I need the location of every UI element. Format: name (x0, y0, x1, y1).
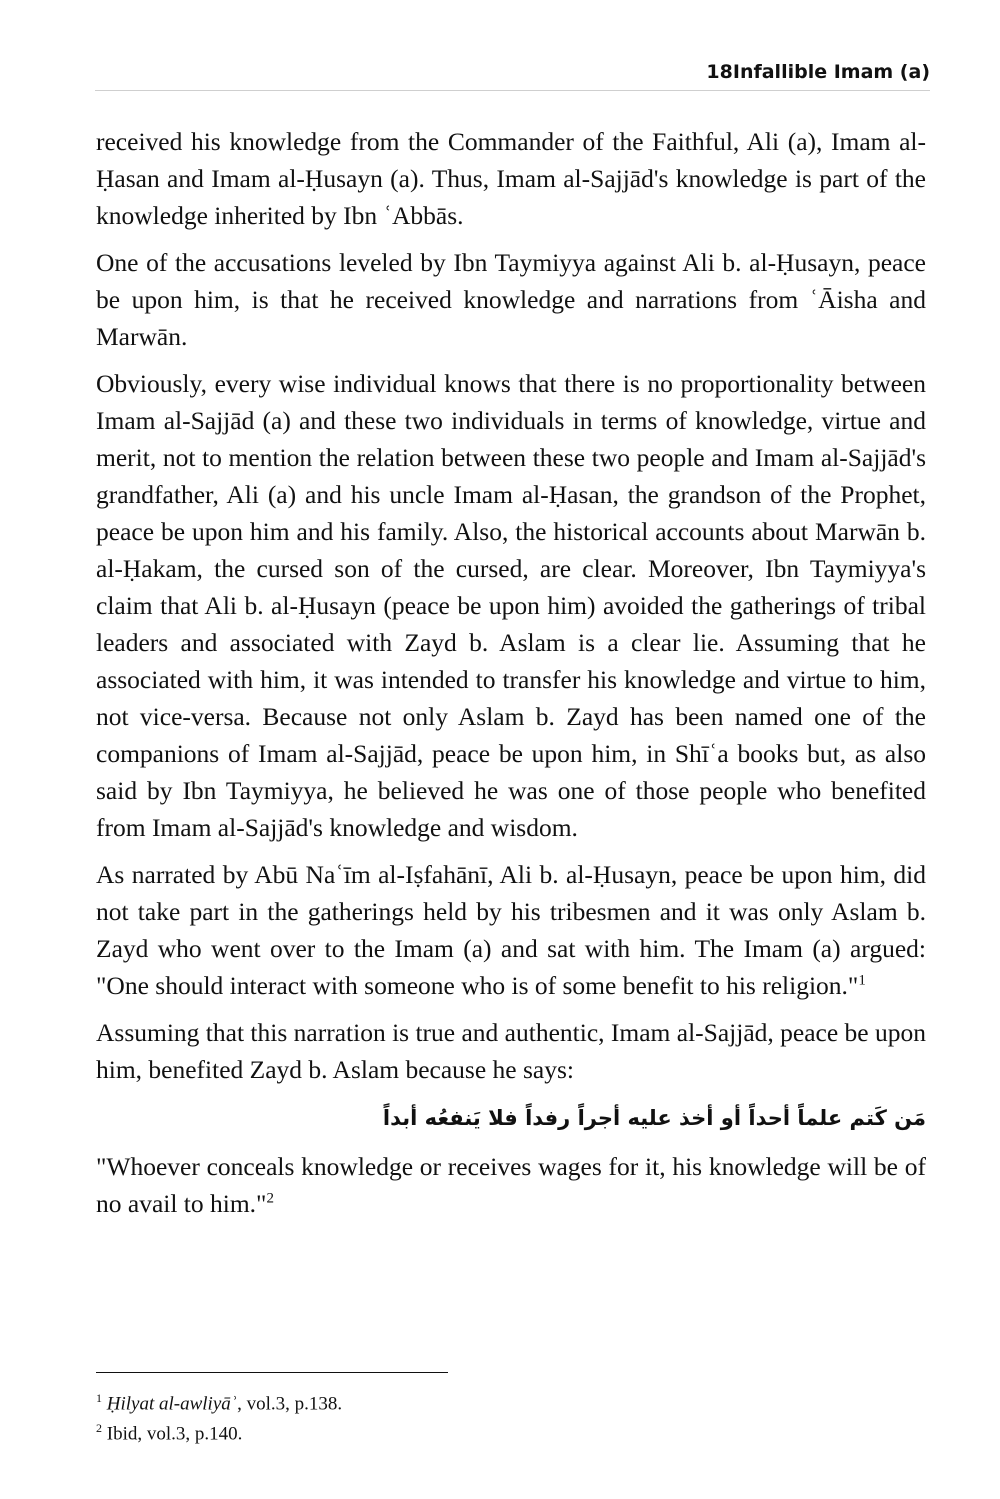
footnote-1 (96, 1386, 696, 1416)
main-text (96, 123, 926, 1232)
footnote-1-rest: , vol.3, p.138. (237, 1393, 343, 1415)
footnote-2 (96, 1416, 696, 1446)
footnote-ref-2[interactable]: 2 (266, 1190, 274, 1207)
footnote-1-number: 1 (96, 1391, 102, 1405)
paragraph-5: Assuming that this narration is true and authentic, Imam al-Sajjād, peace be upon him, benefited Zayd b. Aslam because he says: (96, 1018, 926, 1084)
arabic-quote: مَن كَتم علماً أحداً أو أخذ عليه أجراً رفداً فلا يَنفعُه أبداً (382, 1106, 926, 1130)
footnotes (96, 1386, 696, 1447)
paragraph-2: One of the accusations leveled by Ibn Taymiyya against Ali b. al-Ḥusayn, peace be upon him, is that he received knowledge and narrations from ʿĀisha and Marwān. (96, 248, 926, 351)
paragraph-1: received his knowledge from the Commander of the Faithful, Ali (a), Imam al-Ḥasan and Imam al-Ḥusayn (a). Thus, Imam al-Sajjād's knowledge is part of the knowledge inherited by Ibn ʿAbbās. (96, 127, 926, 230)
book-title: Infallible Imam (a) (732, 61, 930, 83)
page-number: 18 (706, 61, 733, 83)
paragraph-6-text: "Whoever conceals knowledge or receives wages for it, his knowledge will be of no avail to him." (96, 1152, 926, 1218)
paragraph-4 (96, 856, 926, 1004)
footnote-2-number: 2 (96, 1421, 102, 1436)
footnote-1-title: Ḥilyat al-awliyāʾ (106, 1393, 238, 1415)
footnote-2-text: Ibid, vol.3, p.140. (106, 1423, 243, 1445)
running-header (95, 58, 930, 91)
paragraph-3: Obviously, every wise individual knows that there is no proportionality between Imam al-Sajjād (a) and these two individuals in terms of knowledge, virtue and merit, not to mention the relation between these two people and Imam al-Sajjād's grandfather, Ali (a) and his uncle Imam al-Ḥasan, the grandson of the Prophet, peace be upon him and his family. Also, the historical accounts about Marwān b. al-Ḥakam, the cursed son of the cursed, are clear. Moreover, Ibn Taymiyya's claim that Ali b. al-Ḥusayn (peace be upon him) avoided the gatherings of tribal leaders and associated with Zayd b. Aslam is a clear lie. Assuming that he associated with him, it was intended to transfer his knowledge and virtue to him, not vice-versa. Because not only Aslam b. Zayd has been named one of the companions of Imam al-Sajjād, peace be upon him, in Shīʿa books but, as also said by Ibn Taymiyya, he believed he was one of those people who benefited from Imam al-Sajjād's knowledge and wisdom. (96, 369, 926, 842)
footnote-divider (96, 1372, 448, 1373)
footnote-ref-1[interactable]: 1 (858, 972, 866, 989)
paragraph-6 (96, 1148, 926, 1222)
paragraph-4-text: As narrated by Abū Naʿīm al-Iṣfahānī, Ali b. al-Ḥusayn, peace be upon him, did not take part in the gatherings held by his tribesmen and it was only Aslam b. Zayd who went over to the Imam (a) and sat with him. The Imam (a) argued: "One should interact with someone who is of some benefit to his religion." (96, 860, 926, 1000)
